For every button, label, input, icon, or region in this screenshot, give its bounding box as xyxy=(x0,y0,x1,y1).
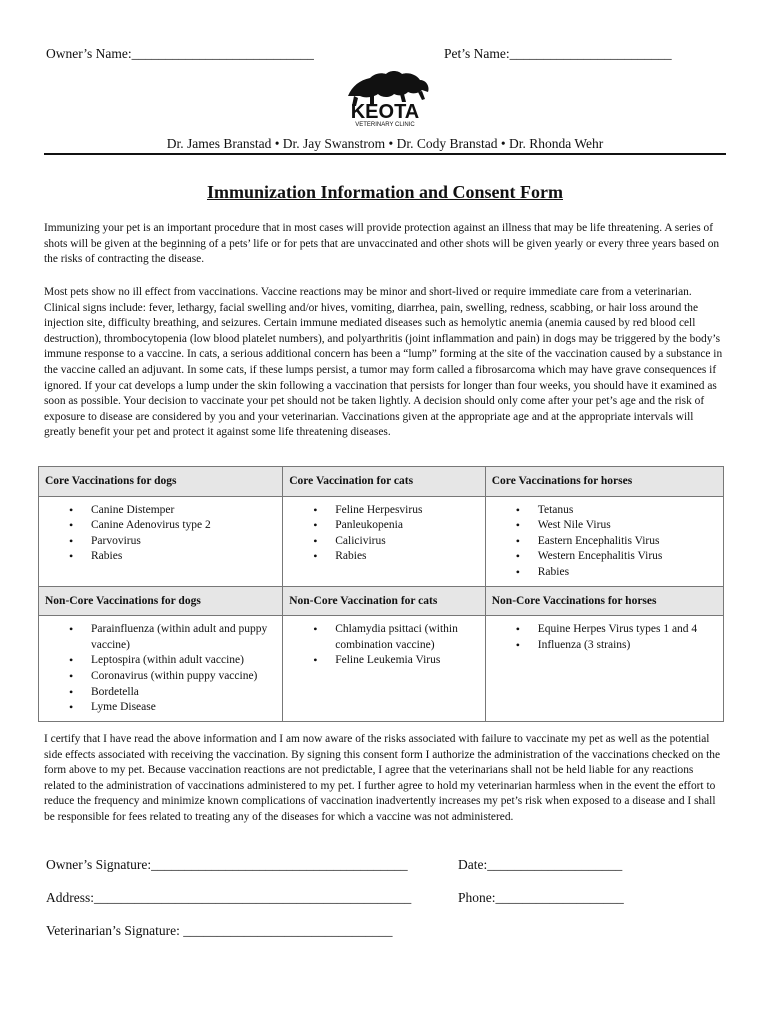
noncore-horses-cell xyxy=(485,616,723,722)
core-header-row xyxy=(39,467,724,497)
keota-clinic-logo xyxy=(330,66,440,128)
header-core-horses: Core Vaccinations for horses xyxy=(485,467,723,497)
list-item: • Canine Distemper xyxy=(91,503,276,519)
noncore-dogs-cell xyxy=(39,616,283,722)
list-item: • Rabies xyxy=(335,549,479,565)
header-divider xyxy=(44,153,726,155)
list-item: • Calicivirus xyxy=(335,534,479,550)
list-item: • Eastern Encephalitis Virus xyxy=(538,534,717,550)
logo-wordmark: KEOTA xyxy=(350,101,420,123)
list-item: • Influenza (3 strains) xyxy=(538,638,717,654)
list-item: • Canine Adenovirus type 2 xyxy=(91,518,276,534)
core-dogs-cell xyxy=(39,496,283,586)
list-item: • Western Encephalitis Virus xyxy=(538,549,717,565)
intro-paragraph: Immunizing your pet is an important procedure that in most cases will provide protection against an illness that may be life threatening. A series of shots will be given at the beginning of a pets’ life or for pets that are unvaccinated and other shots will be given yearly or every three years based on the risks of contracting the disease. xyxy=(44,222,720,266)
date-field[interactable]: Date:____________________ xyxy=(458,857,623,872)
list-item: • Tetanus xyxy=(538,503,717,519)
core-vaccines-row xyxy=(39,496,724,586)
header-noncore-horses: Non-Core Vaccinations for horses xyxy=(485,586,723,616)
veterinarian-signature-field[interactable]: Veterinarian’s Signature: _______________________________ xyxy=(46,923,393,938)
pet-name-field[interactable]: Pet’s Name:________________________ xyxy=(444,46,672,61)
risks-paragraph: Most pets show no ill effect from vaccinations. Vaccine reactions may be minor and short-lived or require immediate care from a veterinarian. Clinical signs include: fever, lethargy, facial swelling and/or hives, vomiting, diarrhea, pain, swelling, redness, scabbing, or hair loss around the injection site, difficulty breathing, and seizures. Certain immune mediated diseases such as hemolytic anemia (anemia caused by red blood cell destruction), thrombocytopenia (low blood platelet numbers), and polyarthritis (joint inflammation and pain) in dogs may be triggered by the body’s immune response to a vaccine. In cats, a serious additional concern has been a “lump” forming at the site of the vaccination caused by a substance in the vaccine called an adjuvant. In some cats, if these lumps persist, a tumor may form called a fibrosarcoma which may have grave consequences if ignored. If your cat develops a lump under the skin following a vaccination that persists for longer than four weeks, you should have it examined as soon as possible. Your decision to vaccinate your pet should not be taken lightly. A decision should only come after your pet’s age and the risk of exposure to disease are considered by you and your veterinarian. Vaccinations given at the appropriate age and at the appropriate intervals will greatly benefit your pet and protect it against some life threatening diseases. xyxy=(44,286,723,439)
page-title: Immunization Information and Consent Form xyxy=(206,182,564,202)
core-horses-cell xyxy=(485,496,723,586)
list-item: • Leptospira (within adult vaccine) xyxy=(91,653,276,669)
list-item: • West Nile Virus xyxy=(538,518,717,534)
list-item: • Panleukopenia xyxy=(335,518,479,534)
vaccination-table xyxy=(38,466,724,722)
list-item: • Equine Herpes Virus types 1 and 4 xyxy=(538,622,717,638)
noncore-vaccines-row xyxy=(39,616,724,722)
list-item: • Bordetella xyxy=(91,685,276,701)
list-item: • Parainfluenza (within adult and puppy vaccine) xyxy=(91,622,276,653)
list-item: • Rabies xyxy=(538,565,717,581)
header-noncore-dogs: Non-Core Vaccinations for dogs xyxy=(39,586,283,616)
noncore-cats-cell xyxy=(283,616,486,722)
address-field[interactable]: Address:_______________________________________________ xyxy=(46,890,412,905)
header-noncore-cats: Non-Core Vaccination for cats xyxy=(283,586,486,616)
core-cats-cell xyxy=(283,496,486,586)
list-item: • Parvovirus xyxy=(91,534,276,550)
phone-field[interactable]: Phone:___________________ xyxy=(458,890,624,905)
consent-paragraph: I certify that I have read the above information and I am now aware of the risks associated with failure to vaccinate my pet as well as the potential side effects associated with receiving the vaccination. By signing this consent form I authorize the administration of the vaccinations checked on the form above to my pet. Because vaccination reactions are not predictable, I agree that the veterinarians shall not be held liable for any reactions related to the administration of vaccinations administered to my pet. I further agree to hold my veterinarian harmless when in the event the effort to reduce the frequency and minimize known complications of vaccination inadvertently increases my pet’s risk when exposed to a disease and I shall be responsible for fees related to treating any of the diseases for which a vaccine was not administered. xyxy=(44,733,721,823)
owner-signature-field[interactable]: Owner’s Signature:______________________________________ xyxy=(46,857,408,872)
list-item: • Feline Leukemia Virus xyxy=(335,653,479,669)
noncore-header-row xyxy=(39,586,724,616)
list-item: • Rabies xyxy=(91,549,276,565)
list-item: • Coronavirus (within puppy vaccine) xyxy=(91,669,276,685)
doctors-list: Dr. James Branstad • Dr. Jay Swanstrom • Dr. Cody Branstad • Dr. Rhonda Wehr xyxy=(166,136,604,151)
header-core-dogs: Core Vaccinations for dogs xyxy=(39,467,283,497)
owner-name-field[interactable]: Owner’s Name:___________________________ xyxy=(46,46,314,61)
list-item: • Feline Herpesvirus xyxy=(335,503,479,519)
logo-subtext: VETERINARY CLINIC xyxy=(355,122,415,128)
header-core-cats: Core Vaccination for cats xyxy=(283,467,486,497)
list-item: • Chlamydia psittaci (within combination vaccine) xyxy=(335,622,479,653)
list-item: • Lyme Disease xyxy=(91,700,276,716)
